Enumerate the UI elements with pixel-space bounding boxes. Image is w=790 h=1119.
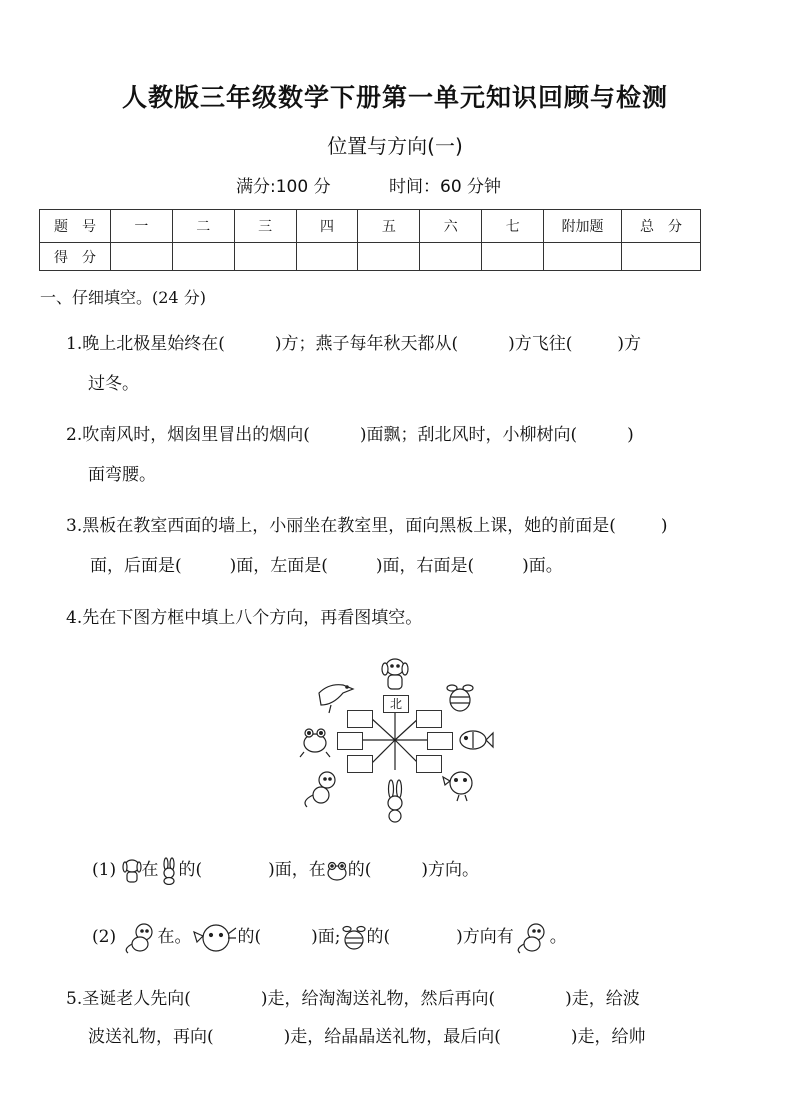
q4-text: 的( [237, 927, 262, 947]
q2-text: )面飘；刮北风时，小柳树向( [359, 425, 578, 445]
score-input-cell[interactable] [234, 243, 296, 271]
q4-text: 在。 [157, 927, 192, 947]
question-4-sub-2 [92, 917, 567, 957]
north-label: 北 [389, 697, 402, 711]
question-1-line-1 [66, 324, 641, 364]
compass-svg [295, 655, 495, 825]
bird-icon [319, 685, 353, 713]
q4-text: 的( [178, 860, 203, 880]
time-limit: 时间：60 分钟 [389, 177, 502, 197]
q4-text: )方向有 [456, 927, 514, 947]
score-cell: 二 [172, 210, 234, 243]
score-cell: 六 [420, 210, 482, 243]
question-2-line-2: 面弯腰。 [88, 465, 156, 485]
question-3-line-1 [66, 506, 668, 546]
score-cell: 附加题 [544, 210, 622, 243]
question-4-text: 4.先在下图方框中填上八个方向，再看图填空。 [66, 608, 423, 628]
section-heading: 一、仔细填空。(24 分) [40, 288, 206, 307]
monkey-icon [122, 922, 158, 954]
chick-icon [443, 772, 472, 801]
direction-box-north[interactable] [383, 695, 409, 713]
score-input-cell[interactable] [358, 243, 420, 271]
dog-icon [122, 858, 142, 884]
page-title: 人教版三年级数学下册第一单元知识回顾与检测 [121, 83, 668, 112]
score-row-label: 得 分 [40, 243, 111, 271]
score-cell: 三 [234, 210, 296, 243]
q4-text: )方向。 [421, 860, 480, 880]
direction-box-southeast[interactable] [416, 755, 442, 773]
question-4-sub-1 [92, 850, 479, 890]
score-table-score-row [40, 243, 701, 271]
sub-number: (2) [92, 927, 117, 947]
score-cell: 题 号 [40, 210, 111, 243]
q3-text: )面。 [522, 556, 563, 576]
q1-text: )方；燕子每年秋天都从( [274, 334, 459, 354]
q4-text: )面; [311, 927, 341, 947]
bee-icon [447, 685, 473, 711]
q4-text: 在 [141, 860, 159, 880]
q2-text: ) [627, 425, 634, 445]
q2-text: 2.吹南风时，烟囱里冒出的烟向( [66, 425, 310, 445]
frog-icon [326, 860, 348, 882]
q5-text: 波送礼物，再向( [88, 1027, 214, 1047]
dog-icon [382, 659, 408, 689]
score-input-cell[interactable] [296, 243, 358, 271]
score-table [39, 209, 701, 271]
chick-icon [192, 920, 238, 956]
score-table-header-row [40, 210, 701, 243]
q5-text: 5.圣诞老人先向( [66, 989, 191, 1009]
score-input-cell[interactable] [172, 243, 234, 271]
q1-text: 1.晚上北极星始终在( [66, 334, 225, 354]
score-input-cell[interactable] [544, 243, 622, 271]
q1-text: )方 [617, 334, 642, 354]
question-2-line-1 [66, 415, 634, 455]
rabbit-icon [159, 857, 179, 885]
rabbit-icon [388, 780, 402, 822]
monkey-icon [305, 772, 335, 807]
q5-text: )走，给晶晶送礼物，最后向( [283, 1027, 501, 1047]
page-subtitle: 位置与方向(一) [327, 134, 463, 158]
q1-text: )方飞往( [508, 334, 573, 354]
score-input-cell[interactable] [420, 243, 482, 271]
direction-box-west[interactable] [337, 732, 363, 750]
frog-icon [300, 729, 330, 757]
q4-text: 的( [366, 927, 391, 947]
score-cell: 四 [296, 210, 358, 243]
question-3-line-2 [90, 546, 563, 586]
direction-box-east[interactable] [427, 732, 453, 750]
score-cell: 五 [358, 210, 420, 243]
q5-text: )走，给淘淘送礼物，然后再向( [260, 989, 496, 1009]
direction-box-southwest[interactable] [347, 755, 373, 773]
q4-text: 。 [549, 927, 567, 947]
q4-text: )面，在 [268, 860, 326, 880]
compass-diagram [295, 655, 495, 825]
bee-icon [341, 925, 367, 951]
monkey-icon [514, 922, 550, 954]
q3-text: )面，右面是( [375, 556, 475, 576]
direction-box-northwest[interactable] [347, 710, 373, 728]
score-input-cell[interactable] [110, 243, 172, 271]
question-5-line-2 [88, 1017, 646, 1057]
score-input-cell[interactable] [482, 243, 544, 271]
q3-text: 面，后面是( [90, 556, 182, 576]
score-cell: 七 [482, 210, 544, 243]
q3-text: 3.黑板在教室西面的墙上，小丽坐在教室里，面向黑板上课，她的前面是( [66, 516, 616, 536]
q5-text: )走，给波 [565, 989, 640, 1009]
question-5-line-1 [66, 979, 640, 1019]
fish-icon [460, 731, 493, 749]
q3-text: )面，左面是( [229, 556, 328, 576]
score-input-cell[interactable] [622, 243, 701, 271]
question-1-line-2: 过冬。 [88, 374, 139, 394]
q5-text: )走，给帅 [570, 1027, 646, 1047]
q3-text: ) [660, 516, 668, 536]
sub-number: (1) [92, 860, 117, 880]
q4-text: 的( [347, 860, 372, 880]
full-score: 满分:100 分 [236, 177, 331, 197]
score-cell: 总 分 [622, 210, 701, 243]
score-cell: 一 [110, 210, 172, 243]
direction-box-northeast[interactable] [416, 710, 442, 728]
